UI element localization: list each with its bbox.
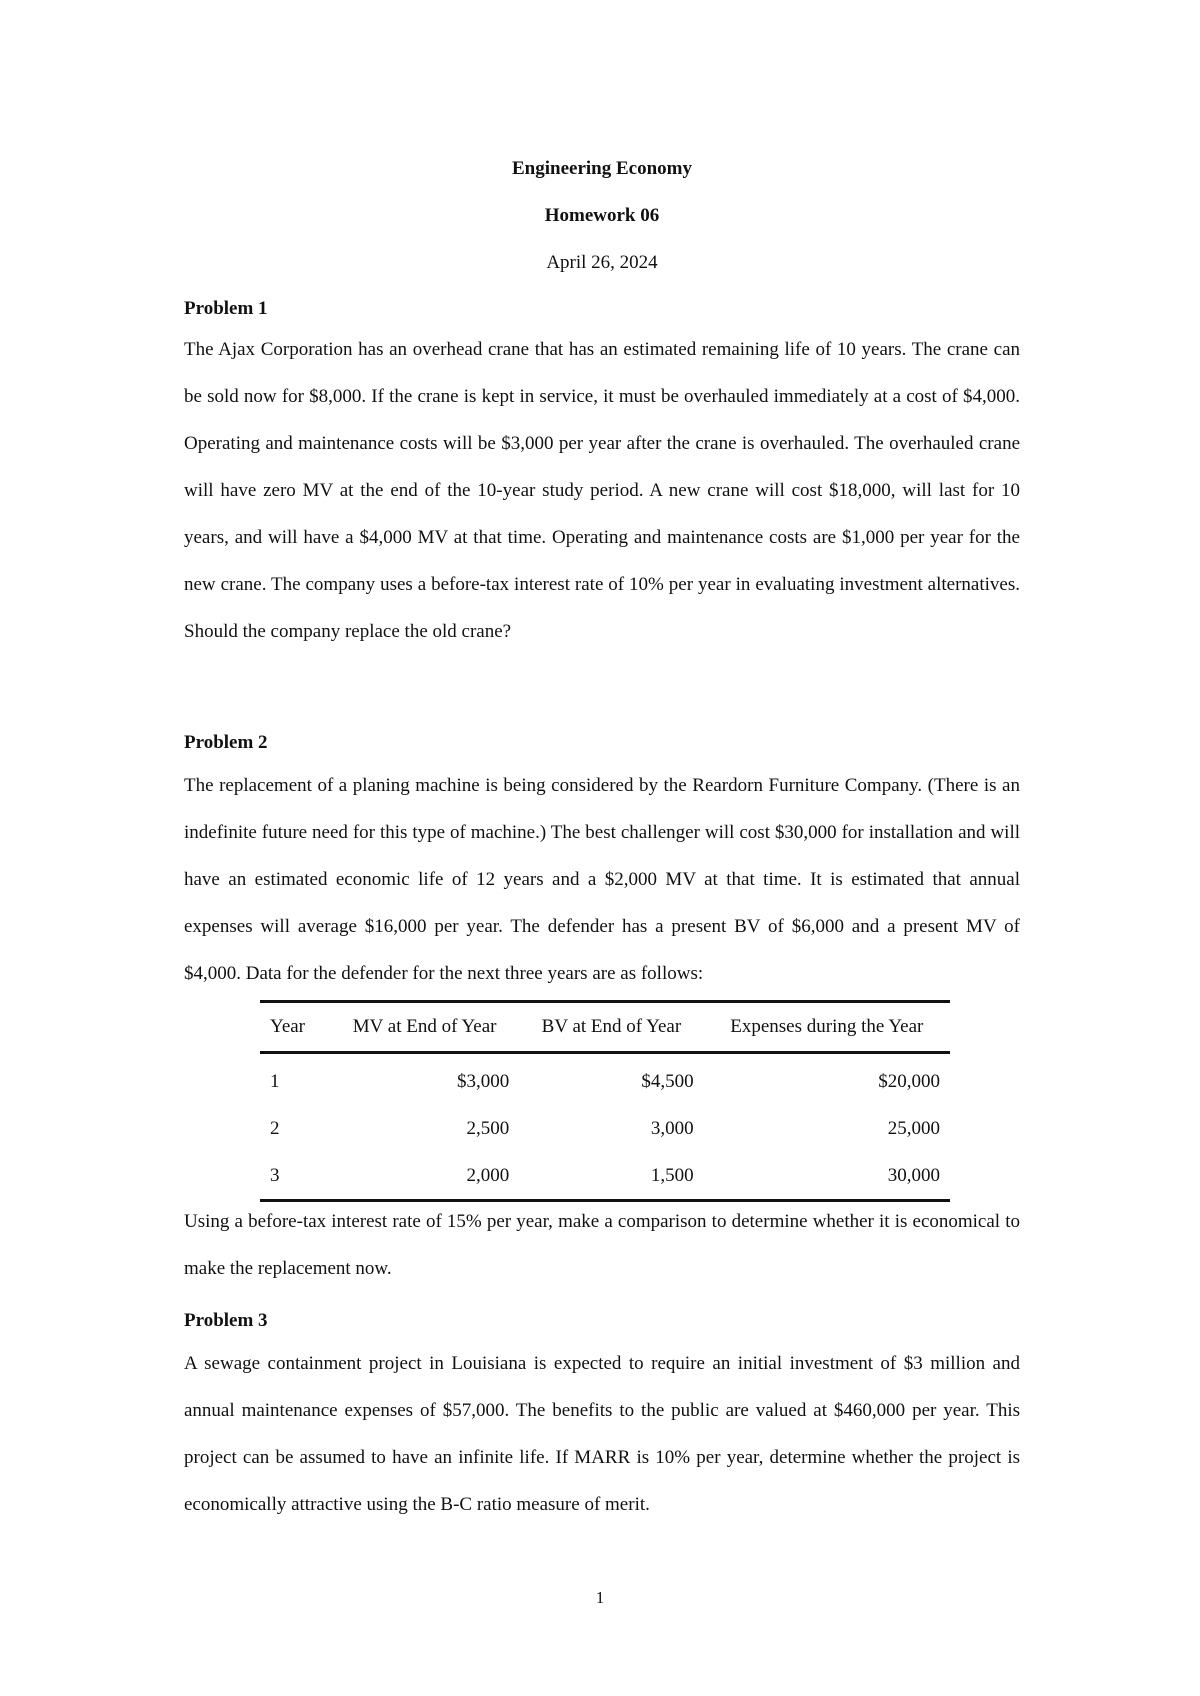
table-cell: 30,000 — [887, 1164, 940, 1186]
problem-1-text: The Ajax Corporation has an overhead crane that has an estimated remaining life of 10 years. The crane can be sold now for $8,000. If the crane is kept in service, it must be overhauled immediately at a cost of $4,000. Operating and maintenance costs will be $3,000 per year after the crane is overhauled. The overhauled crane will have zero MV at the end of the 10-year study period. A new crane will cost $18,000, will last for 10 years, and will have a $4,000 MV at that time. Operating and maintenance costs are $1,000 per year for the new crane. The company uses a before-tax interest rate of 10% per year in evaluating investment alternatives. Should the company replace the old crane? — [184, 339, 1020, 642]
table-cell: 3,000 — [650, 1117, 694, 1139]
assignment-title: Homework 06 — [544, 205, 660, 226]
table-row — [260, 1152, 950, 1201]
table-row — [260, 1105, 950, 1152]
table-cell: 2 — [270, 1117, 280, 1139]
problem-2-followup-text: Using a before-tax interest rate of 15% per year, make a comparison to determine whether it is economical to make the replacement now. — [184, 1211, 1020, 1279]
problem-2-heading: Problem 2 — [184, 732, 268, 753]
table-cell: $3,000 — [457, 1070, 510, 1092]
table-cell: 2,000 — [466, 1164, 510, 1186]
column-header-expenses: Expenses during the Year — [704, 1002, 950, 1053]
table-cell: 2,500 — [466, 1117, 510, 1139]
column-header-bv: BV at End of Year — [519, 1002, 703, 1053]
problem-3-text: A sewage containment project in Louisiana is expected to require an initial investment of $3 million and annual maintenance expenses of $57,000. The benefits to the public are valued at $460,000 per year. This project can be assumed to have an infinite life. If MARR is 10% per year, determine whether the project is economically attractive using the B-C ratio measure of merit. — [184, 1353, 1020, 1515]
problem-1-heading: Problem 1 — [184, 298, 268, 319]
defender-data-table — [260, 1000, 950, 1202]
table-header-row — [260, 1002, 950, 1053]
table-cell: 1 — [270, 1070, 280, 1092]
column-header-year: Year — [260, 1002, 330, 1053]
table-cell: 25,000 — [887, 1117, 940, 1139]
table-cell: 3 — [270, 1164, 280, 1186]
table-row — [260, 1053, 950, 1106]
course-title: Engineering Economy — [512, 158, 692, 179]
problem-2-text: The replacement of a planing machine is being considered by the Reardorn Furniture Company. (There is an indefinite future need for this type of machine.) The best challenger will cost $30,000 for installation and will have an estimated economic life of 12 years and a $2,000 MV at that time. It is estimated that annual expenses will average $16,000 per year. The defender has a present BV of $6,000 and a present MV of $4,000. Data for the defender for the next three years are as follows: — [184, 775, 1020, 984]
problem-3-heading: Problem 3 — [184, 1310, 268, 1331]
page-number: 1 — [595, 1588, 605, 1607]
assignment-date: April 26, 2024 — [546, 252, 658, 273]
table-cell: $20,000 — [878, 1070, 940, 1092]
column-header-mv: MV at End of Year — [330, 1002, 519, 1053]
table-cell: 1,500 — [650, 1164, 694, 1186]
table-cell: $4,500 — [641, 1070, 694, 1092]
